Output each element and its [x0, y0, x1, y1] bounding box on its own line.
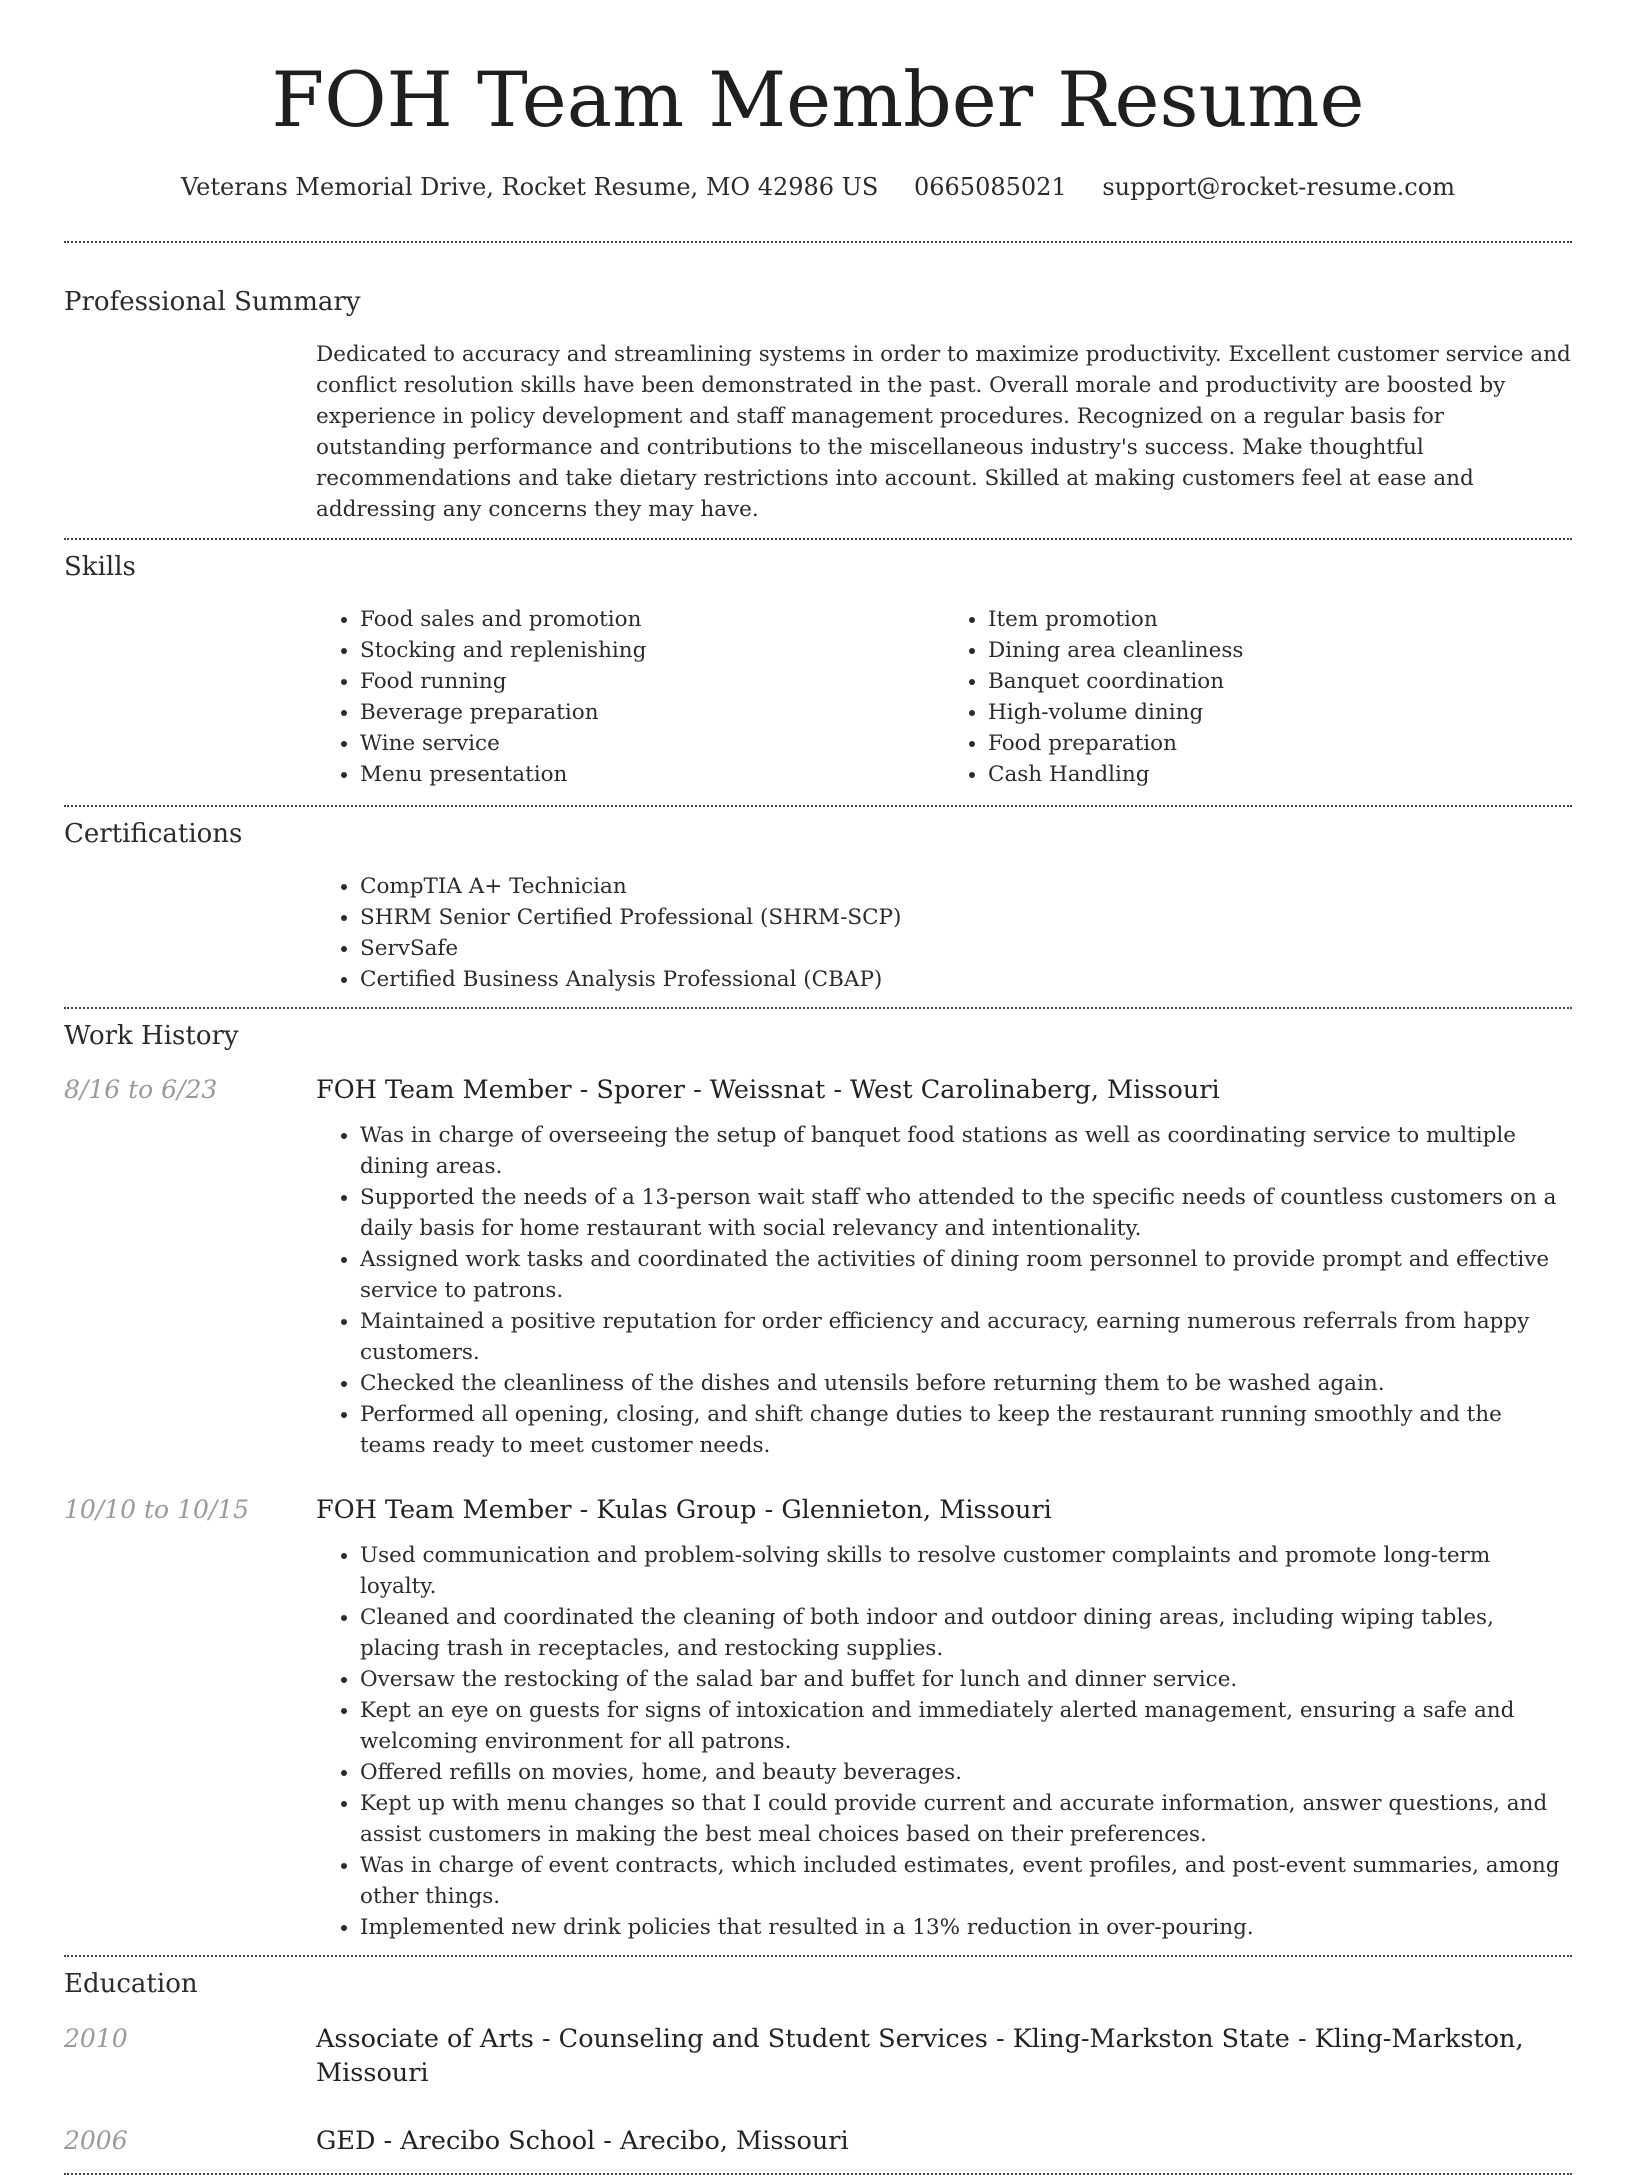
contact-email: support@rocket-resume.com [1102, 173, 1455, 201]
summary-heading: Professional Summary [64, 287, 361, 317]
job-entry-header [64, 1493, 1572, 1527]
skills-list [316, 604, 1572, 790]
certification-item: • CompTIA A+ Technician [360, 871, 1572, 902]
contact-phone: 0665085021 [913, 173, 1067, 201]
section-divider [64, 241, 1572, 243]
job-bullet: • Offered refills on movies, home, and beauty beverages. [360, 1757, 1572, 1788]
job-bullet: • Implemented new drink policies that resulted in a 13% reduction in over-pouring. [360, 1912, 1572, 1943]
contact-line [64, 170, 1572, 204]
job-headline: FOH Team Member - Kulas Group - Glennieton, Missouri [316, 1495, 1052, 1525]
summary-text: Dedicated to accuracy and streamlining systems in order to maximize productivity. Excellent customer service and conflict resolution skills have been demonstrated in the past. Overall morale and productivity are boosted by experience in policy development and staff management procedures. Recognized on a regular basis for outstanding performance and contributions to the miscellaneous industry's success. Make thoughtful recommendations and take dietary restrictions into account. Skilled at making customers feel at ease and addressing any concerns they may have. [316, 342, 1571, 522]
skill-item: • Food running [360, 666, 944, 697]
job-bullet: • Performed all opening, closing, and shift change duties to keep the restaurant running smoothly and the teams ready to meet customer needs. [360, 1399, 1572, 1461]
section-divider [64, 1007, 1572, 1009]
section-divider [64, 538, 1572, 540]
job-bullets [316, 1120, 1572, 1461]
job-dates: 10/10 to 10/15 [64, 1495, 250, 1524]
education-heading: Education [64, 1969, 198, 1999]
job-bullet: • Checked the cleanliness of the dishes and utensils before returning them to be washed again. [360, 1368, 1572, 1399]
job-dates: 8/16 to 6/23 [64, 1075, 218, 1104]
job-bullet: • Assigned work tasks and coordinated the activities of dining room personnel to provide prompt and effective service to patrons. [360, 1244, 1572, 1306]
section-divider [64, 1955, 1572, 1957]
skills-right-column [944, 604, 1572, 790]
education-detail: GED - Arecibo School - Arecibo, Missouri [316, 2126, 849, 2156]
education-entry [64, 2022, 1572, 2090]
job-bullet: • Was in charge of overseeing the setup of banquet food stations as well as coordinating service to multiple dining areas. [360, 1120, 1572, 1182]
skill-item: • Banquet coordination [988, 666, 1572, 697]
section-divider [64, 805, 1572, 807]
job-bullet: • Supported the needs of a 13-person wait staff who attended to the specific needs of countless customers on a daily basis for home restaurant with social relevancy and intentionality. [360, 1182, 1572, 1244]
certifications-heading: Certifications [64, 819, 243, 849]
resume-title: FOH Team Member Resume [271, 55, 1365, 144]
skill-item: • Stocking and replenishing [360, 635, 944, 666]
resume-page [64, 0, 1572, 2175]
job-bullet: • Oversaw the restocking of the salad bar and buffet for lunch and dinner service. [360, 1664, 1572, 1695]
job-bullet: • Kept an eye on guests for signs of intoxication and immediately alerted management, ensuring a safe and welcoming environment for all patrons. [360, 1695, 1572, 1757]
certification-item: • SHRM Senior Certified Professional (SHRM-SCP) [360, 902, 1572, 933]
skills-left-column [316, 604, 944, 790]
contact-address: Veterans Memorial Drive, Rocket Resume, MO 42986 US [181, 173, 879, 201]
job-bullet: • Cleaned and coordinated the cleaning of both indoor and outdoor dining areas, including wiping tables, placing trash in receptacles, and restocking supplies. [360, 1602, 1572, 1664]
job-headline: FOH Team Member - Sporer - Weissnat - West Carolinaberg, Missouri [316, 1075, 1220, 1105]
skill-item: • Food sales and promotion [360, 604, 944, 635]
skills-heading: Skills [64, 552, 136, 582]
job-entry-header [64, 1073, 1572, 1107]
job-bullet: • Kept up with menu changes so that I could provide current and accurate information, answer questions, and assist customers in making the best meal choices based on their preferences. [360, 1788, 1572, 1850]
education-year: 2006 [64, 2126, 128, 2155]
certification-item: • ServSafe [360, 933, 1572, 964]
education-detail: Associate of Arts - Counseling and Student Services - Kling-Markston State - Kling-Markston, Missouri [316, 2024, 1524, 2088]
certifications-list [316, 871, 1572, 995]
job-bullet: • Maintained a positive reputation for order efficiency and accuracy, earning numerous referrals from happy customers. [360, 1306, 1572, 1368]
skill-item: • Dining area cleanliness [988, 635, 1572, 666]
education-entry [64, 2124, 1572, 2158]
job-bullets [316, 1540, 1572, 1943]
education-year: 2010 [64, 2024, 128, 2053]
skill-item: • Item promotion [988, 604, 1572, 635]
skill-item: • Wine service [360, 728, 944, 759]
skill-item: • Beverage preparation [360, 697, 944, 728]
job-bullet: • Was in charge of event contracts, which included estimates, event profiles, and post-event summaries, among other things. [360, 1850, 1572, 1912]
job-bullet: • Used communication and problem-solving skills to resolve customer complaints and promote long-term loyalty. [360, 1540, 1572, 1602]
work-heading: Work History [64, 1021, 239, 1051]
skill-item: • High-volume dining [988, 697, 1572, 728]
skill-item: • Food preparation [988, 728, 1572, 759]
skill-item: • Menu presentation [360, 759, 944, 790]
certification-item: • Certified Business Analysis Professional (CBAP) [360, 964, 1572, 995]
skill-item: • Cash Handling [988, 759, 1572, 790]
